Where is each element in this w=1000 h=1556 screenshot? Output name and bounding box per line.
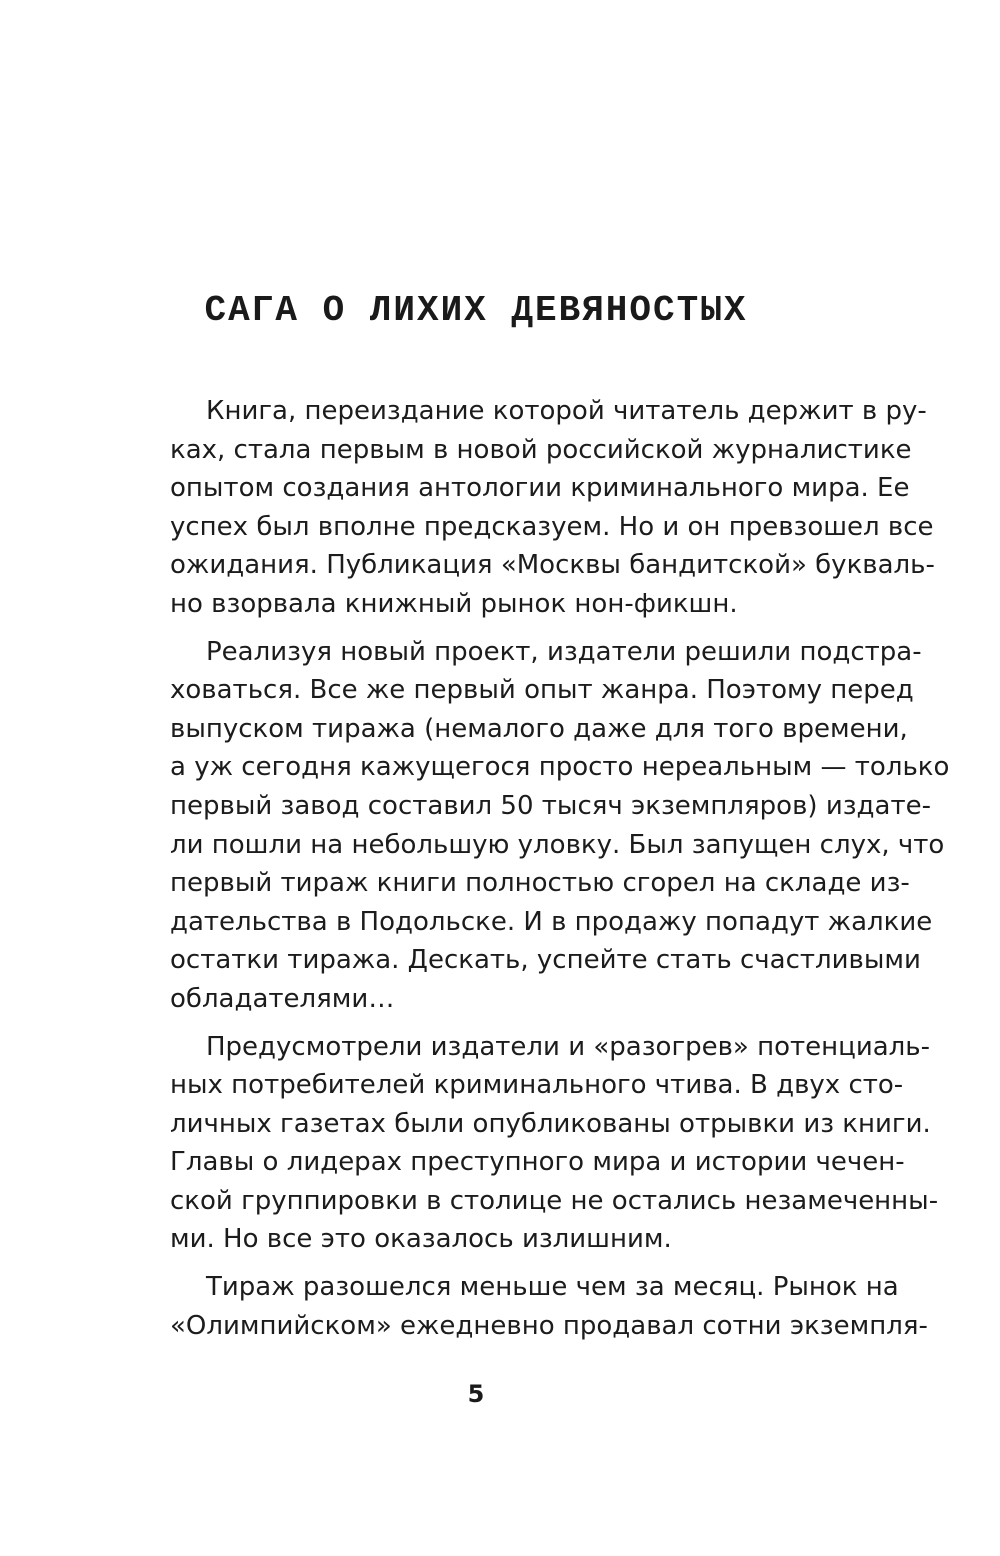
paragraph-2 bbox=[134, 633, 950, 1019]
text-line: первый завод составил 50 тысяч экземпляров) издате- bbox=[170, 790, 931, 821]
text-line: остатки тиража. Дескать, успейте стать счастливыми bbox=[170, 945, 921, 976]
text-line: ожидания. Публикация «Москвы бандитской» букваль- bbox=[170, 550, 935, 581]
text-line: ской группировки в столице не остались незамеченны- bbox=[170, 1185, 939, 1216]
text-line: Предусмотрели издатели и «разогрев» потенциаль- bbox=[206, 1031, 931, 1062]
text-line: дательства в Подольске. И в продажу попадут жалкие bbox=[170, 906, 933, 937]
text-line: личных газетах были опубликованы отрывки из книги. bbox=[170, 1108, 931, 1139]
text-line: ми. Но все это оказалось излишним. bbox=[170, 1224, 672, 1255]
text-line: Главы о лидерах преступного мира и истории чечен- bbox=[170, 1147, 905, 1178]
text-line: а уж сегодня кажущегося просто нереальным — только bbox=[170, 752, 950, 783]
paragraph-4 bbox=[134, 1268, 928, 1345]
paragraph-1 bbox=[134, 392, 935, 624]
text-line: выпуском тиража (немалого даже для того времени, bbox=[170, 713, 908, 744]
page-number: 5 bbox=[467, 1380, 485, 1408]
text-line: ках, стала первым в новой российской журналистике bbox=[170, 434, 912, 465]
text-line: обладателями… bbox=[170, 983, 395, 1014]
text-line: ли пошли на небольшую уловку. Был запущен слух, что bbox=[170, 829, 945, 860]
text-line: но взорвала книжный рынок нон-фикшн. bbox=[170, 588, 738, 619]
body-text bbox=[134, 392, 950, 1354]
text-line: опытом создания антологии криминального мира. Ее bbox=[170, 473, 910, 504]
text-line: Книга, переиздание которой читатель держит в ру- bbox=[206, 396, 927, 426]
text-line: первый тираж книги полностью сгорел на складе из- bbox=[170, 868, 910, 899]
text-line: ховаться. Все же первый опыт жанра. Поэтому перед bbox=[170, 675, 914, 706]
text-line: «Олимпийском» ежедневно продавал сотни экземпля- bbox=[170, 1310, 928, 1341]
paragraph-3 bbox=[134, 1028, 939, 1260]
text-line: Тираж разошелся меньше чем за месяц. Рынок на bbox=[206, 1272, 899, 1303]
text-line: ных потребителей криминального чтива. В двух сто- bbox=[170, 1070, 904, 1101]
chapter-title: САГА О ЛИХИХ ДЕВЯНОСТЫХ bbox=[204, 290, 748, 331]
text-line: успех был вполне предсказуем. Но и он превзошел все bbox=[170, 511, 934, 542]
text-line: Реализуя новый проект, издатели решили подстра- bbox=[206, 636, 922, 667]
